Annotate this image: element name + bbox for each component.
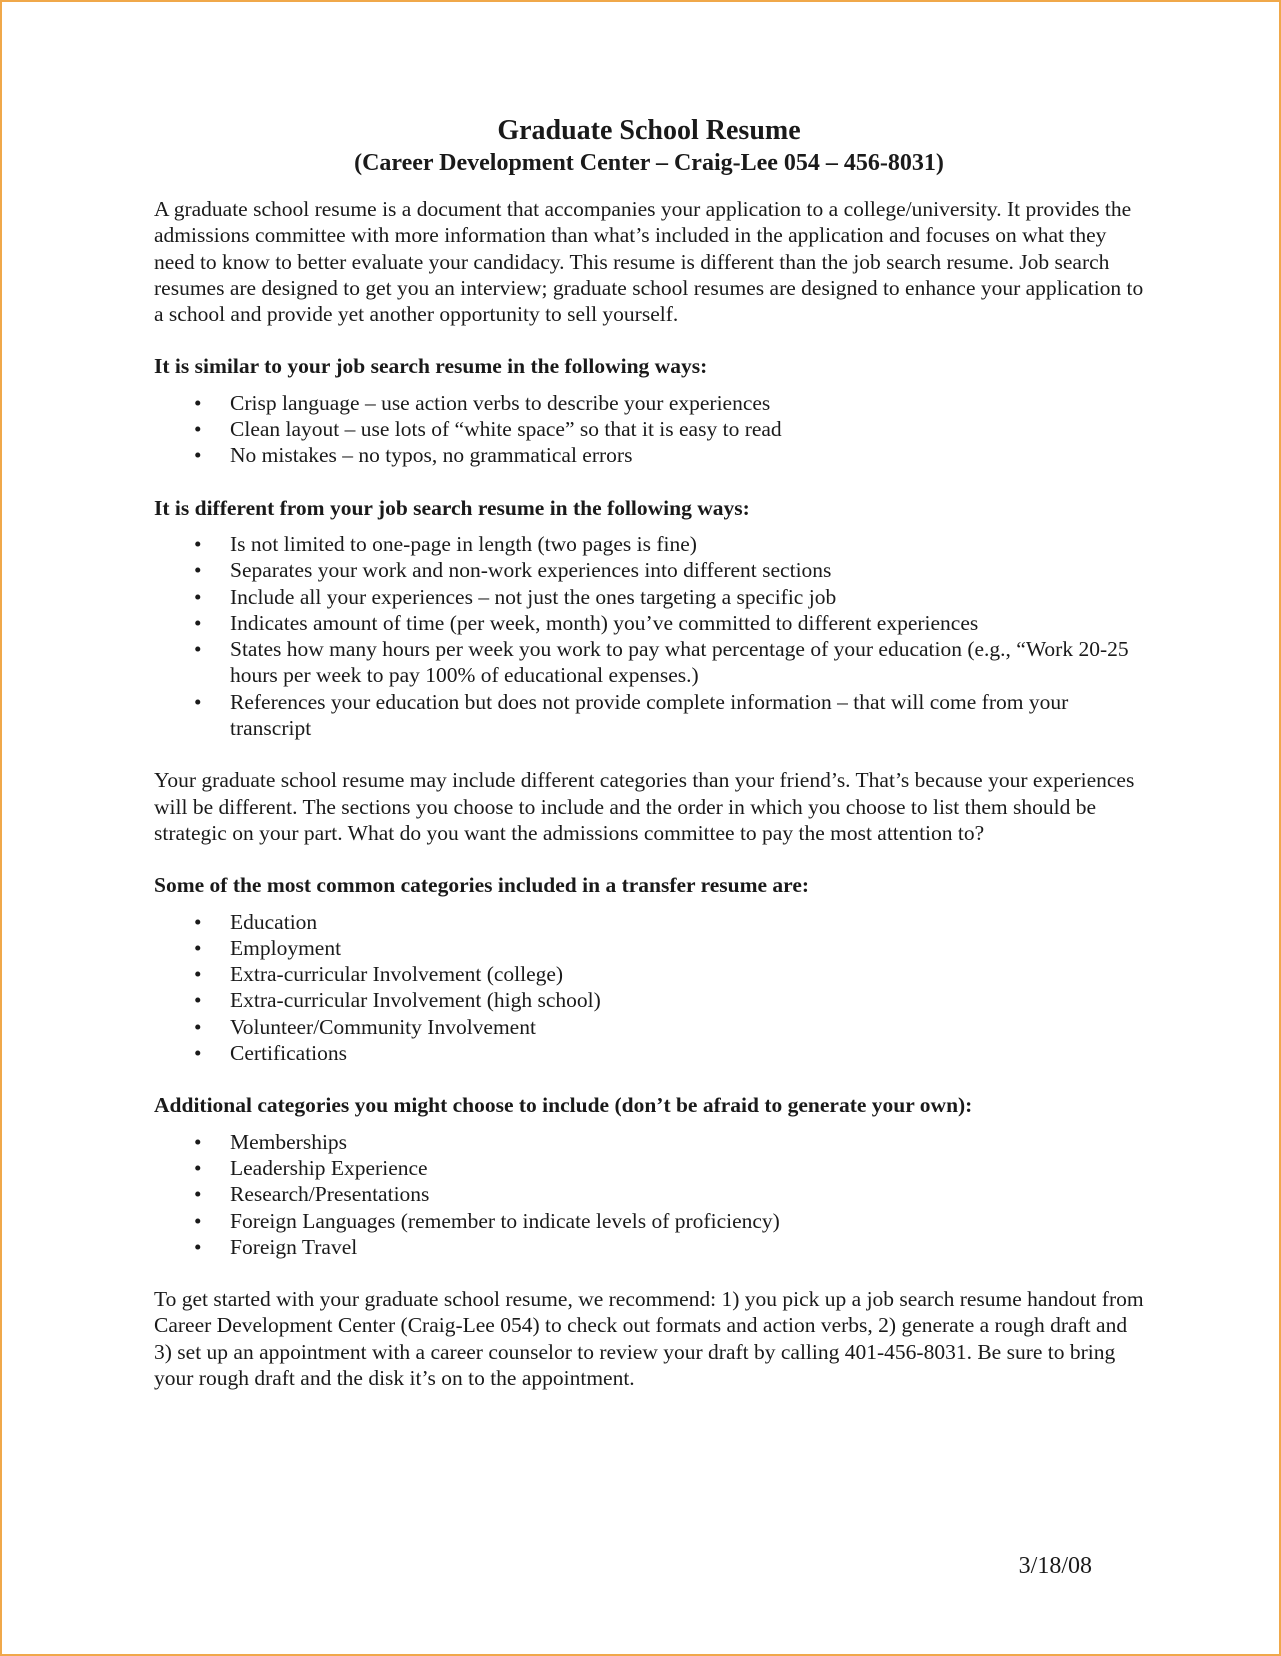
list-item <box>154 610 1144 636</box>
similar-heading: It is similar to your job search resume in the following ways: <box>154 354 708 379</box>
bullet-icon: • <box>194 610 202 635</box>
list-item-text: Clean layout – use lots of “white space” so that it is easy to read <box>230 417 782 442</box>
list-item <box>154 636 1144 689</box>
list-item <box>154 1181 1144 1207</box>
bullet-icon: • <box>194 1208 202 1233</box>
bullet-icon: • <box>194 443 202 468</box>
additional-categories-list <box>154 1129 1144 1260</box>
list-item <box>154 557 1144 583</box>
list-item <box>154 1208 1144 1234</box>
additional-categories-heading: Additional categories you might choose to include (don’t be afraid to generate your own): <box>154 1093 973 1118</box>
different-list <box>154 531 1144 741</box>
list-item-text: Foreign Travel <box>230 1234 358 1259</box>
bullet-icon: • <box>194 1182 202 1207</box>
document-title: Graduate School Resume <box>497 115 801 146</box>
bullet-icon: • <box>194 935 202 960</box>
list-item-text: Separates your work and non-work experiences into different sections <box>230 558 832 583</box>
list-item-text: Volunteer/Community Involvement <box>230 1014 536 1039</box>
list-item <box>154 1040 1144 1066</box>
list-item <box>154 909 1144 935</box>
list-item-text: Foreign Languages (remember to indicate levels of proficiency) <box>230 1208 780 1233</box>
bullet-icon: • <box>194 1041 202 1066</box>
bullet-icon: • <box>194 417 202 442</box>
categories-paragraph: Your graduate school resume may include different categories than your friend’s. That’s because your experiences will be different. The sections you choose to include and the order in which you choose to list them should be strategic on your part. What do you want the admissions committee to pay the most attention to? <box>154 768 1135 845</box>
list-item-text: Extra-curricular Involvement (high school) <box>230 988 601 1013</box>
list-item-text: Employment <box>230 935 342 960</box>
bullet-icon: • <box>194 558 202 583</box>
common-categories-heading: Some of the most common categories included in a transfer resume are: <box>154 873 810 898</box>
list-item-text: Indicates amount of time (per week, month) you’ve committed to different experiences <box>230 610 979 635</box>
common-categories-list <box>154 909 1144 1067</box>
list-item <box>154 442 1144 468</box>
bullet-icon: • <box>194 689 202 714</box>
list-item <box>154 1155 1144 1181</box>
document-subtitle: (Career Development Center – Craig-Lee 054 – 456-8031) <box>354 150 944 176</box>
list-item-text: States how many hours per week you work to pay what percentage of your education (e.g., “Work 20-25 hours per week to pay 100% of educational expenses.) <box>230 637 1129 688</box>
list-item-text: Memberships <box>230 1129 348 1154</box>
list-item <box>154 531 1144 557</box>
list-item-text: Education <box>230 909 318 934</box>
list-item-text: Crisp language – use action verbs to describe your experiences <box>230 390 771 415</box>
document-body <box>154 114 1144 1417</box>
list-item <box>154 1234 1144 1260</box>
closing-paragraph: To get started with your graduate school resume, we recommend: 1) you pick up a job search resume handout from Career Development Center (Craig-Lee 054) to check out formats and action verbs, 2) generate a rough draft and 3) set up an appointment with a career counselor to review your draft by calling 401-456-8031. Be sure to bring your rough draft and the disk it’s on to the appointment. <box>154 1287 1144 1390</box>
list-item-text: Research/Presentations <box>230 1182 430 1207</box>
list-item <box>154 961 1144 987</box>
different-heading: It is different from your job search resume in the following ways: <box>154 495 750 520</box>
list-item <box>154 689 1144 742</box>
bullet-icon: • <box>194 988 202 1013</box>
list-item-text: References your education but does not provide complete information – that will come from your transcript <box>230 689 1069 741</box>
similar-list <box>154 390 1144 469</box>
bullet-icon: • <box>194 637 202 662</box>
list-item <box>154 935 1144 961</box>
list-item-text: Leadership Experience <box>230 1155 428 1180</box>
list-item-text: No mistakes – no typos, no grammatical errors <box>230 443 633 468</box>
bullet-icon: • <box>194 584 202 609</box>
list-item-text: Include all your experiences – not just the ones targeting a specific job <box>230 584 837 609</box>
list-item-text: Is not limited to one-page in length (two pages is fine) <box>230 531 697 556</box>
bullet-icon: • <box>194 1234 202 1259</box>
bullet-icon: • <box>194 1155 202 1180</box>
list-item <box>154 987 1144 1013</box>
list-item <box>154 416 1144 442</box>
list-item <box>154 390 1144 416</box>
list-item <box>154 584 1144 610</box>
bullet-icon: • <box>194 909 202 934</box>
bullet-icon: • <box>194 531 202 556</box>
bullet-icon: • <box>194 1129 202 1154</box>
document-date: 3/18/08 <box>1018 1553 1092 1579</box>
bullet-icon: • <box>194 1014 202 1039</box>
list-item-text: Certifications <box>230 1041 348 1066</box>
list-item <box>154 1129 1144 1155</box>
bullet-icon: • <box>194 962 202 987</box>
list-item-text: Extra-curricular Involvement (college) <box>230 962 564 987</box>
list-item <box>154 1014 1144 1040</box>
intro-paragraph: A graduate school resume is a document that accompanies your application to a college/university. It provides the admissions committee with more information than what’s included in the application and focuses on what they need to know to better evaluate your candidacy. This resume is different than the job search resume. Job search resumes are designed to get you an interview; graduate school resumes are designed to enhance your application to a school and provide yet another opportunity to sell yourself. <box>154 197 1144 327</box>
bullet-icon: • <box>194 390 202 415</box>
